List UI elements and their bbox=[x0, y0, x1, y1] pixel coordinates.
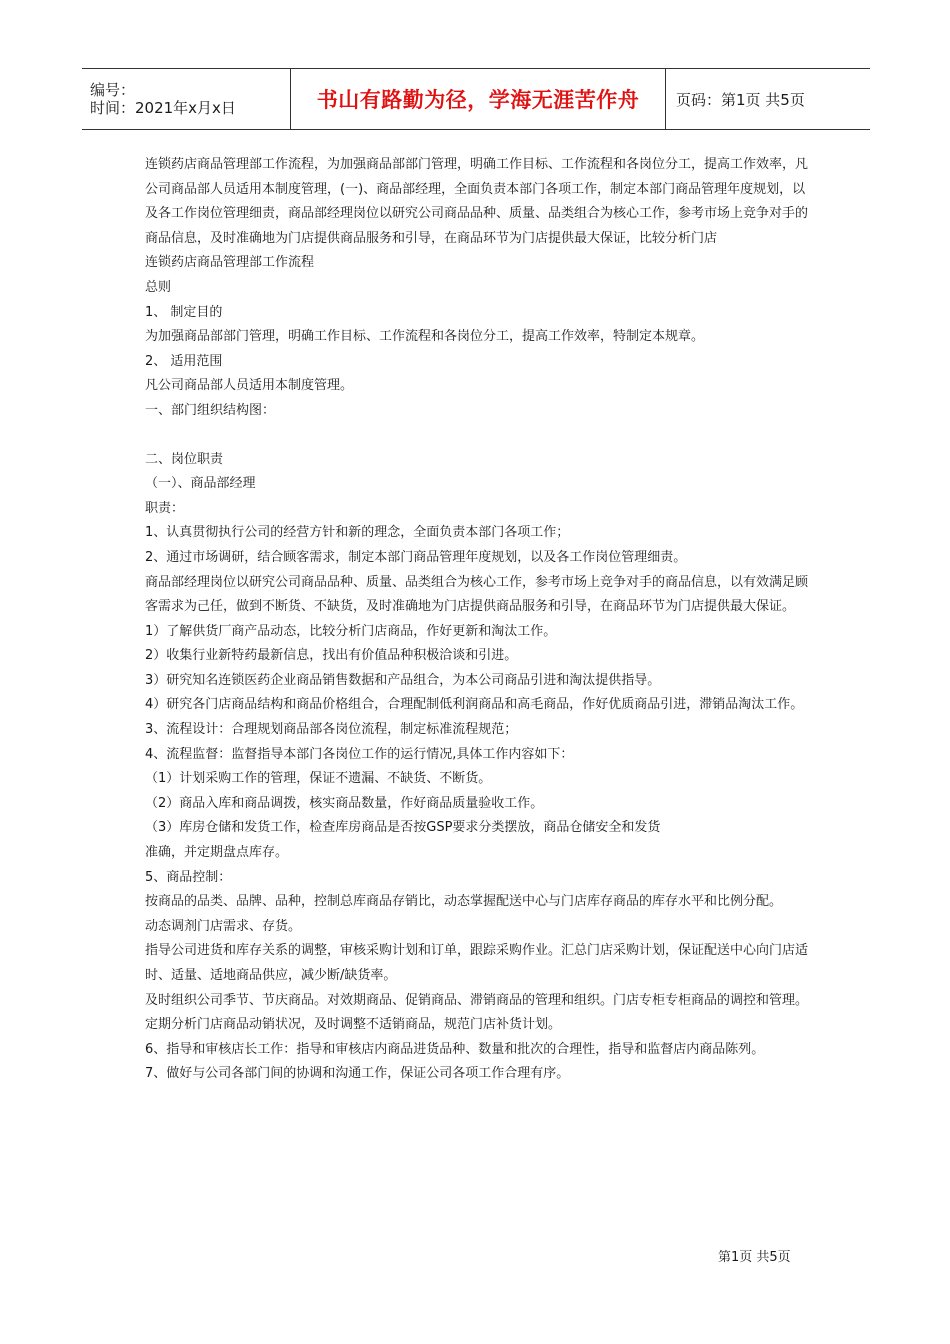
paragraph: （一）、商品部经理 bbox=[145, 476, 256, 492]
paragraph: 3、流程设计：合理规划商品部各岗位流程，制定标准流程规范； bbox=[145, 722, 518, 738]
page-footer: 第1页 共5页 bbox=[718, 1250, 791, 1265]
paragraph: 指导公司进货和库存关系的调整，审核采购计划和订单，跟踪采购作业。汇总门店采购计划，保证配送中心向门店适时、适量、适地商品供应，减少断/缺货率。 bbox=[145, 943, 809, 983]
paragraph: 凡公司商品部人员适用本制度管理。 bbox=[145, 378, 354, 394]
document-body bbox=[145, 153, 813, 1087]
paragraph: 按商品的品类、品牌、品种，控制总库商品存销比，动态掌握配送中心与门店库存商品的库存水平和比例分配。 bbox=[145, 894, 783, 910]
number-label: 编号： bbox=[90, 81, 136, 99]
paragraph: 2、通过市场调研，结合顾客需求，制定本部门商品管理年度规划，以及各工作岗位管理细责。 bbox=[145, 549, 687, 565]
paragraph: 一、部门组织结构图： bbox=[145, 402, 276, 418]
header-motto: 书山有路勤为径，学海无涯苦作舟 bbox=[290, 69, 666, 129]
paragraph bbox=[145, 424, 813, 448]
paragraph: 职责： bbox=[145, 500, 185, 516]
paragraph: 7、做好与公司各部门间的协调和沟通工作，保证公司各项工作合理有序。 bbox=[145, 1066, 570, 1082]
paragraph: 2）收集行业新特药最新信息，找出有价值品种积极洽谈和引进。 bbox=[145, 648, 518, 664]
date-label: 时间：2021年x月x日 bbox=[90, 99, 236, 117]
paragraph: 准确，并定期盘点库存。 bbox=[145, 845, 289, 861]
header-meta bbox=[82, 69, 290, 129]
paragraph: （1）计划采购工作的管理，保证不遗漏、不缺货、不断货。 bbox=[145, 771, 492, 787]
paragraph: 为加强商品部部门管理，明确工作目标、工作流程和各岗位分工，提高工作效率，特制定本规章。 bbox=[145, 329, 705, 345]
paragraph: 6、指导和审核店长工作：指导和审核店内商品进货品种、数量和批次的合理性，指导和监督店内商品陈列。 bbox=[145, 1041, 765, 1057]
paragraph: 4）研究各门店商品结构和商品价格组合，合理配制低利润商品和高毛商品，作好优质商品引进，滞销品淘汰工作。 bbox=[145, 697, 804, 713]
paragraph: 1、 制定目的 bbox=[145, 304, 223, 320]
paragraph: 及时组织公司季节、节庆商品。对效期商品、促销商品、滞销商品的管理和组织。门店专柜专柜商品的调控和管理。 bbox=[145, 992, 809, 1008]
paragraph: 二、岗位职责 bbox=[145, 451, 224, 467]
paragraph: （2）商品入库和商品调拨，核实商品数量，作好商品质量验收工作。 bbox=[145, 795, 544, 811]
paragraph: 连锁药店商品管理部工作流程，为加强商品部部门管理，明确工作目标、工作流程和各岗位分工，提高工作效率，凡公司商品部人员适用本制度管理，(一)、商品部经理，全面负责本部门各项工作，制定本部门商品管理年度规划，以及各工作岗位管理细责，商品部经理岗位以研究公司商品品种、质量、品类组合为核心工作，参考市场上竞争对手的商品信息，及时准确地为门店提供商品服务和引导，在商品环节为门店提供最大保证，比较分析门店 bbox=[145, 157, 809, 246]
header-page-code: 页码：第1页 共5页 bbox=[676, 90, 805, 109]
paragraph: 1、认真贯彻执行公司的经营方针和新的理念，全面负责本部门各项工作； bbox=[145, 525, 570, 541]
paragraph: 总则 bbox=[145, 279, 172, 295]
paragraph: 动态调剂门店需求、存货。 bbox=[145, 918, 302, 934]
paragraph: 2、 适用范围 bbox=[145, 353, 223, 369]
paragraph: 5、商品控制： bbox=[145, 869, 232, 885]
paragraph: 连锁药店商品管理部工作流程 bbox=[145, 255, 315, 271]
page-header bbox=[82, 68, 870, 130]
paragraph: 1）了解供货厂商产品动态，比较分析门店商品，作好更新和淘汰工作。 bbox=[145, 623, 557, 639]
paragraph: （3）库房仓储和发货工作，检查库房商品是否按GSP要求分类摆放，商品仓储安全和发货 bbox=[145, 820, 661, 836]
paragraph: 定期分析门店商品动销状况，及时调整不适销商品，规范门店补货计划。 bbox=[145, 1017, 562, 1033]
paragraph: 4、流程监督：监督指导本部门各岗位工作的运行情况,具体工作内容如下： bbox=[145, 746, 574, 762]
paragraph: 3）研究知名连锁医药企业商品销售数据和产品组合，为本公司商品引进和淘汰提供指导。 bbox=[145, 672, 661, 688]
paragraph: 商品部经理岗位以研究公司商品品种、质量、品类组合为核心工作，参考市场上竞争对手的商品信息，以有效满足顾客需求为己任，做到不断货、不缺货，及时准确地为门店提供商品服务和引导，在商品环节为门店提供最大保证。 bbox=[145, 574, 809, 615]
